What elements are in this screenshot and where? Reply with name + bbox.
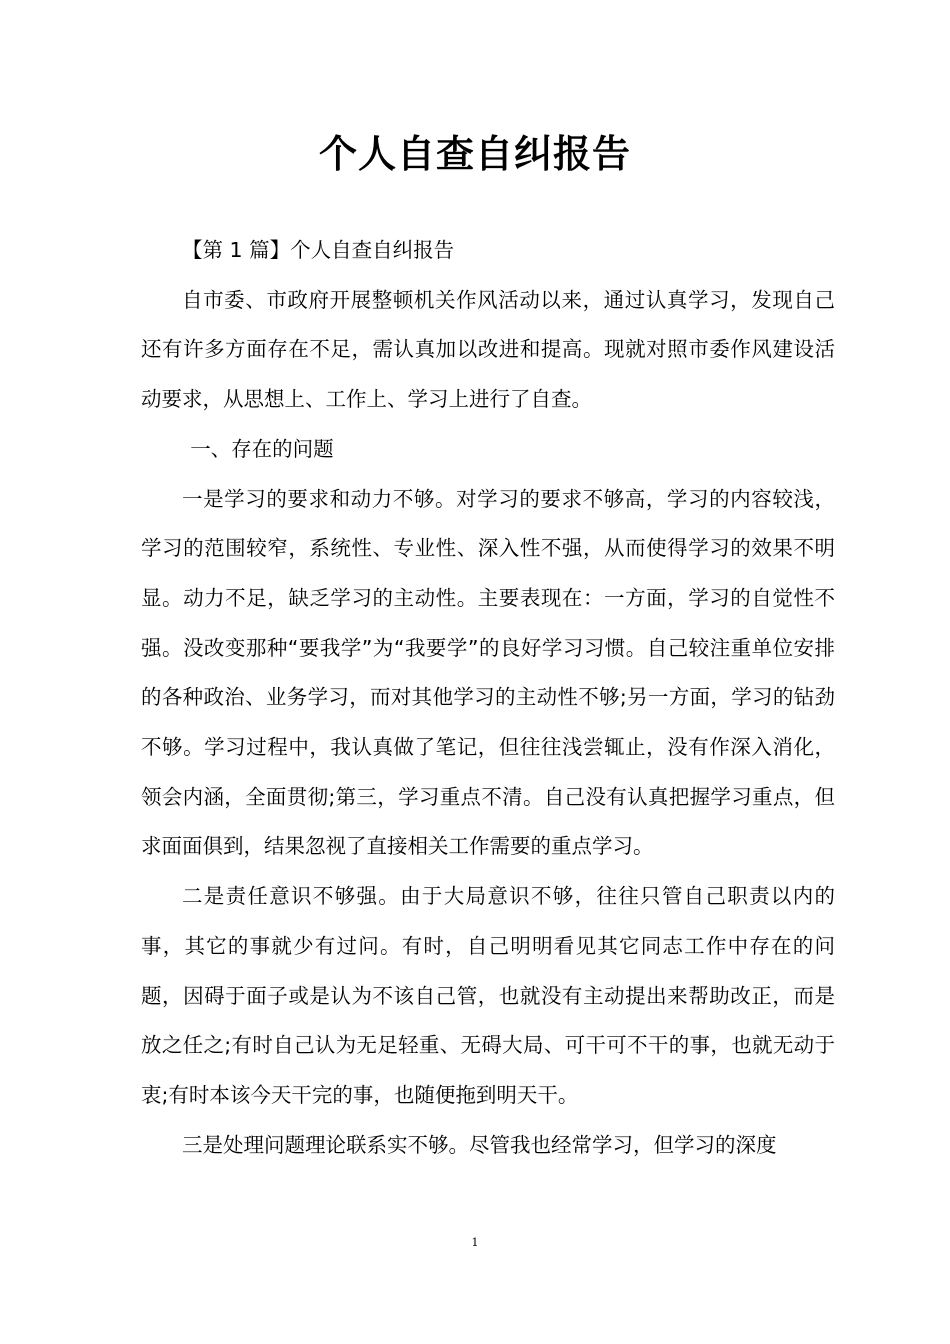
paragraph: 三是处理问题理论联系实不够。尽管我也经常学习，但学习的深度 — [182, 1132, 777, 1157]
page-number: 1 — [471, 1236, 479, 1249]
paragraph: 自市委、市政府开展整顿机关作风活动以来，通过认真学习，发现自己还有许多方面存在不足，需认真加以改进和提高。现就对照市委作风建设活动要求，从思想上、工作上、学习上进行了自查。 — [141, 287, 835, 412]
paragraph: 二是责任意识不够强。由于大局意识不够，往往只管自己职责以内的事，其它的事就少有过问。有时，自己明明看见其它同志工作中存在的问题，因碍于面子或是认为不该自己管，也就没有主动提出来帮助改正，而是放之任之;有时自己认为无足轻重、无碍大局、可干可不干的事，也就无动于衷;有时本该今天干完的事，也随便拖到明天干。 — [141, 884, 835, 1107]
article-heading: 【第 1 篇】个人自查自纠报告 — [182, 238, 455, 262]
document-title: 个人自查自纠报告 — [318, 132, 631, 177]
section-heading: 一、存在的问题 — [190, 436, 334, 461]
paragraph: 一是学习的要求和动力不够。对学习的要求不够高，学习的内容较浅，学习的范围较窄，系统性、专业性、深入性不强，从而使得学习的效果不明显。动力不足，缺乏学习的主动性。主要表现在：一方面，学习的自觉性不强。没改变那种“要我学”为“我要学”的良好学习习惯。自己较注重单位安排的各种政治、业务学习，而对其他学习的主动性不够;另一方面，学习的钻劲不够。学习过程中，我认真做了笔记，但往往浅尝辄止，没有作深入消化，领会内涵，全面贯彻;第三，学习重点不清。自己没有认真把握学习重点，但求面面俱到，结果忽视了直接相关工作需要的重点学习。 — [141, 486, 835, 859]
document-body — [141, 226, 835, 1170]
